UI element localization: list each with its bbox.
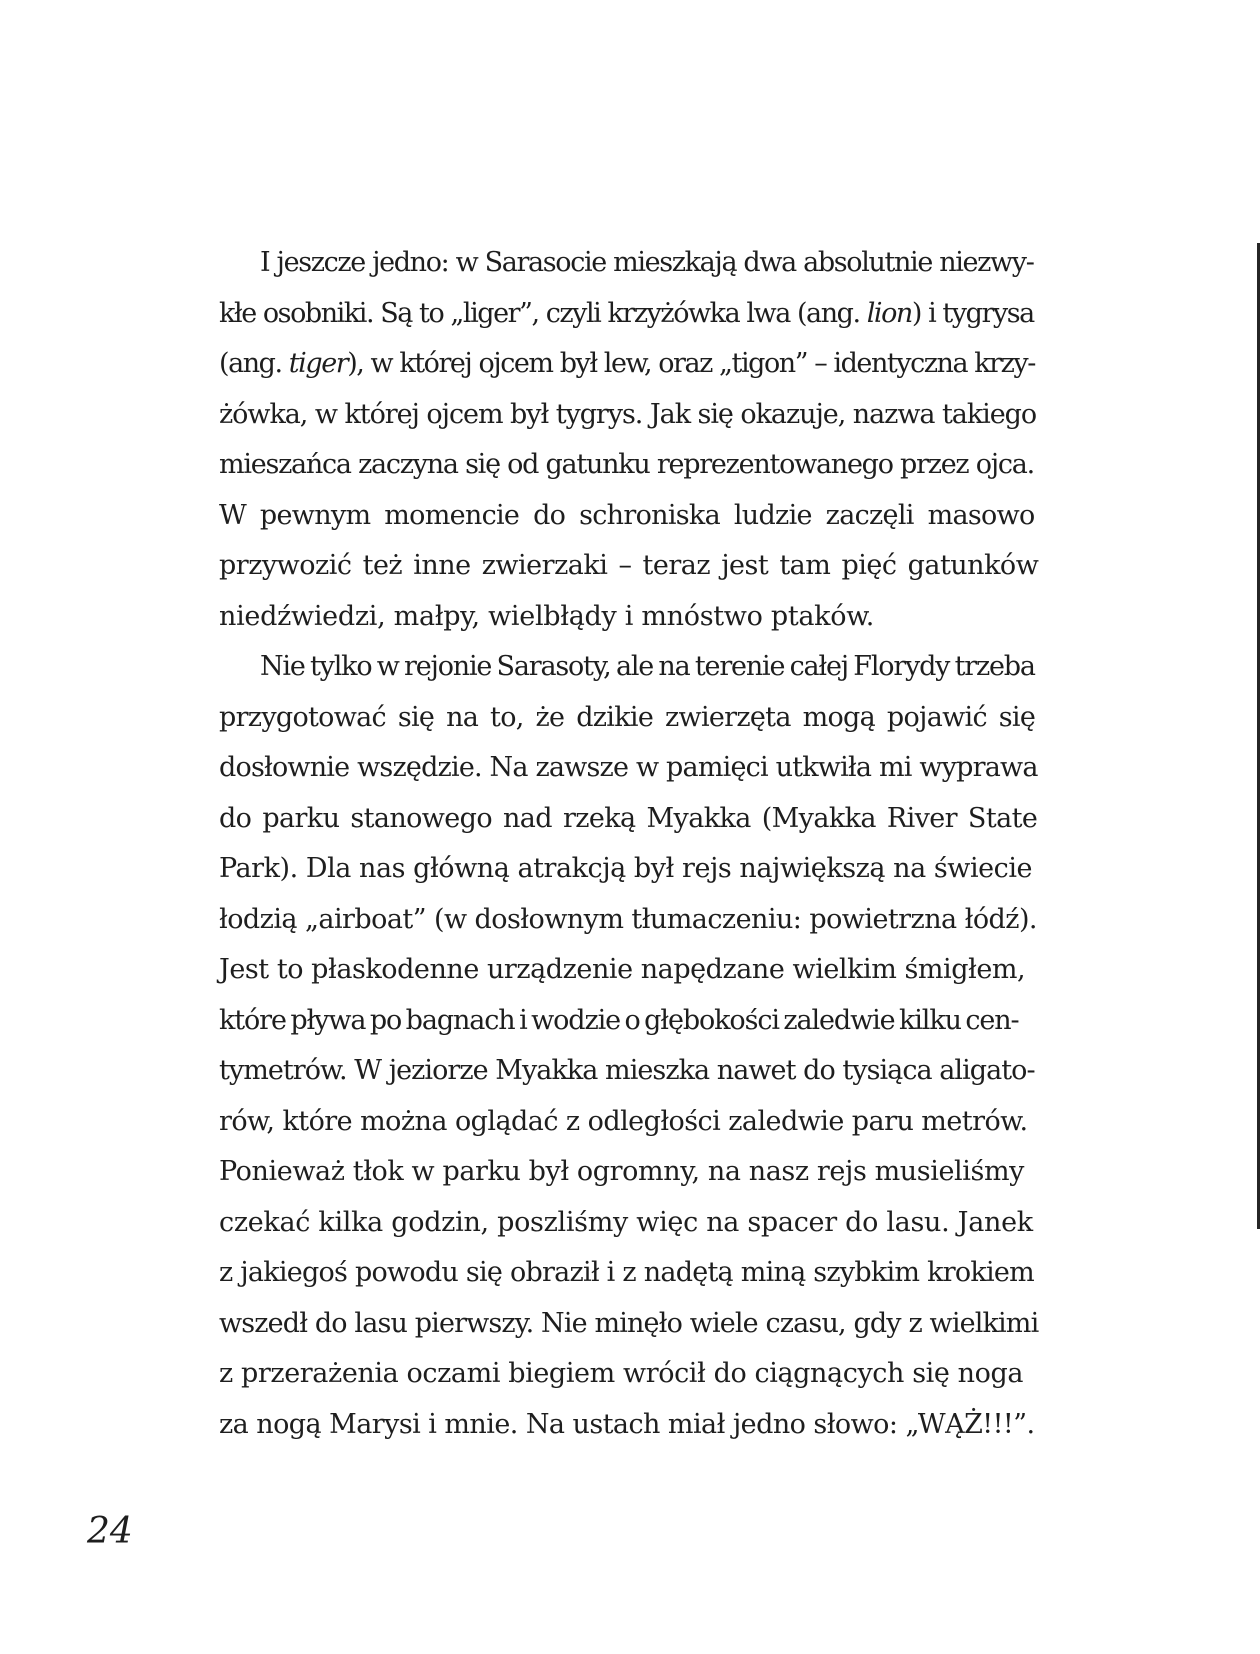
text-line: łodzią „airboat” (w dosłownym tłumaczeniu: powietrzna łódź).: [219, 903, 1037, 935]
text-line: wszedł do lasu pierwszy. Nie minęło wiele czasu, gdy z wielkimi: [219, 1307, 1039, 1339]
text-line: tymetrów. W jeziorze Myakka mieszka nawet do tysiąca aligato-: [219, 1055, 1035, 1086]
text-line: Nie tylko w rejonie Sarasoty, ale na terenie całej Florydy trzeba: [260, 651, 1035, 682]
text-line: Ponieważ tłok w parku był ogromny, na nasz rejs musieliśmy: [219, 1156, 1025, 1187]
text-line: rów, które można oglądać z odległości zaledwie paru metrów.: [219, 1105, 1028, 1137]
page-number: 24: [87, 1511, 133, 1552]
text-line: do parku stanowego nad rzeką Myakka (Myakka River State: [219, 802, 1038, 834]
text-line: przygotować się na to, że dzikie zwierzęta mogą pojawić się: [219, 701, 1036, 733]
text-line: kłe osobniki. Są to „liger”, czyli krzyżówka lwa (ang. lion) i tygrysa: [219, 297, 1034, 329]
text-line: z przerażenia oczami biegiem wrócił do ciągnących się noga: [219, 1358, 1024, 1389]
text-line: mieszańca zaczyna się od gatunku reprezentowanego przez ojca.: [219, 449, 1034, 480]
text-line: przywozić też inne zwierzaki – teraz jest tam pięć gatunków: [219, 550, 1039, 581]
italic-term: tiger: [288, 348, 348, 379]
text-line: I jeszcze jedno: w Sarasocie mieszkają dwa absolutnie niezwy-: [260, 247, 1034, 278]
text-line: za nogą Marysi i mnie. Na ustach miał jedno słowo: „WĄŻ!!!”.: [219, 1408, 1035, 1440]
text-line: które pływa po bagnach i wodzie o głębokości zaledwie kilku cen-: [219, 1004, 1019, 1036]
text-line: (ang. tiger), w której ojcem był lew, oraz „tigon” – identyczna krzy-: [219, 348, 1035, 379]
text-line: dosłownie wszędzie. Na zawsze w pamięci utkwiła mi wyprawa: [219, 752, 1038, 783]
text-line: Park). Dla nas główną atrakcją był rejs największą na świecie: [219, 853, 1033, 884]
italic-term: lion: [866, 297, 912, 329]
text-line: żówka, w której ojcem był tygrys. Jak się okazuje, nazwa takiego: [219, 398, 1037, 430]
text-line: Jest to płaskodenne urządzenie napędzane wielkim śmigłem,: [219, 954, 1026, 985]
text-line: W pewnym momencie do schroniska ludzie zaczęli masowo: [219, 499, 1035, 531]
text-line: z jakiegoś powodu się obraził i z nadętą miną szybkim krokiem: [219, 1257, 1034, 1288]
text-line: czekać kilka godzin, poszliśmy więc na spacer do lasu. Janek: [219, 1206, 1033, 1238]
text-line: niedźwiedzi, małpy, wielbłądy i mnóstwo ptaków.: [219, 600, 875, 632]
body-text: [219, 238, 1039, 1450]
